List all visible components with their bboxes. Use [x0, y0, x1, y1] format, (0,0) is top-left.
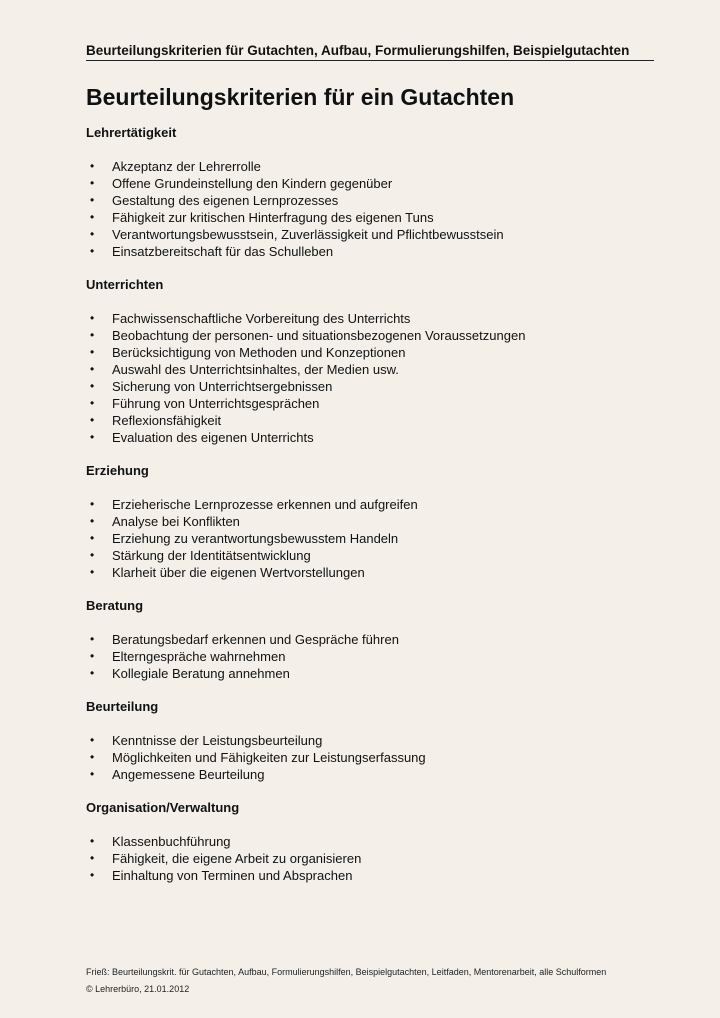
bullet-icon: •	[90, 851, 95, 865]
criteria-section	[86, 597, 666, 682]
criteria-section	[86, 124, 666, 260]
bullet-list	[86, 732, 666, 783]
list-item-text: Möglichkeiten und Fähigkeiten zur Leistungserfassung	[112, 750, 426, 765]
list-item	[86, 513, 666, 530]
list-item	[86, 850, 666, 867]
section-heading: Beratung	[86, 598, 144, 613]
bullet-icon: •	[90, 868, 95, 882]
list-item	[86, 192, 666, 209]
list-item-text: Offene Grundeinstellung den Kindern gegenüber	[112, 176, 393, 191]
bullet-list	[86, 496, 666, 581]
list-item	[86, 226, 666, 243]
list-item	[86, 158, 666, 175]
bullet-icon: •	[90, 733, 95, 747]
bullet-icon: •	[90, 565, 95, 579]
list-item	[86, 243, 666, 260]
list-item	[86, 648, 666, 665]
document-title: Beurteilungskriterien für ein Gutachten	[86, 84, 515, 110]
bullet-icon: •	[90, 497, 95, 511]
bullet-icon: •	[90, 227, 95, 241]
bullet-icon: •	[90, 767, 95, 781]
bullet-list	[86, 158, 666, 260]
list-item	[86, 631, 666, 648]
section-heading: Beurteilung	[86, 699, 159, 714]
bullet-icon: •	[90, 430, 95, 444]
criteria-section	[86, 276, 666, 446]
list-item	[86, 412, 666, 429]
list-item-text: Einhaltung von Terminen und Absprachen	[112, 868, 353, 883]
section-heading: Lehrertätigkeit	[86, 125, 177, 140]
list-item-text: Beratungsbedarf erkennen und Gespräche führen	[112, 632, 399, 647]
list-item-text: Kollegiale Beratung annehmen	[112, 666, 290, 681]
list-item-text: Analyse bei Konflikten	[112, 514, 240, 529]
bullet-icon: •	[90, 210, 95, 224]
criteria-content	[86, 124, 666, 900]
bullet-list	[86, 310, 666, 446]
list-item-text: Einsatzbereitschaft für das Schulleben	[112, 244, 334, 259]
list-item-text: Fähigkeit zur kritischen Hinterfragung des eigenen Tuns	[112, 210, 434, 225]
list-item-text: Sicherung von Unterrichtsergebnissen	[112, 379, 333, 394]
bullet-icon: •	[90, 345, 95, 359]
bullet-icon: •	[90, 311, 95, 325]
list-item	[86, 327, 666, 344]
list-item	[86, 361, 666, 378]
bullet-icon: •	[90, 666, 95, 680]
list-item	[86, 344, 666, 361]
bullet-icon: •	[90, 176, 95, 190]
list-item	[86, 209, 666, 226]
bullet-icon: •	[90, 632, 95, 646]
bullet-icon: •	[90, 649, 95, 663]
running-header: Beurteilungskriterien für Gutachten, Aufbau, Formulierungshilfen, Beispielgutachten	[86, 43, 654, 61]
list-item	[86, 833, 666, 850]
bullet-icon: •	[90, 396, 95, 410]
list-item-text: Auswahl des Unterrichtsinhaltes, der Medien usw.	[112, 362, 399, 377]
list-item-text: Akzeptanz der Lehrerrolle	[112, 159, 261, 174]
footer-copyright-line: © Lehrerbüro, 21.01.2012	[86, 984, 190, 994]
list-item	[86, 496, 666, 513]
list-item	[86, 429, 666, 446]
list-item-text: Reflexionsfähigkeit	[112, 413, 222, 428]
list-item-text: Angemessene Beurteilung	[112, 767, 265, 782]
bullet-icon: •	[90, 413, 95, 427]
list-item-text: Klassenbuchführung	[112, 834, 231, 849]
list-item	[86, 378, 666, 395]
list-item	[86, 530, 666, 547]
bullet-list	[86, 833, 666, 884]
list-item	[86, 749, 666, 766]
list-item-text: Erzieherische Lernprozesse erkennen und aufgreifen	[112, 497, 418, 512]
list-item	[86, 665, 666, 682]
footer-source-line: Frieß: Beurteilungskrit. für Gutachten, Aufbau, Formulierungshilfen, Beispielgutachten, Leitfaden, Mentorenarbeit, alle Schulformen	[86, 967, 607, 977]
bullet-icon: •	[90, 514, 95, 528]
section-heading: Organisation/Verwaltung	[86, 800, 240, 815]
list-item-text: Stärkung der Identitätsentwicklung	[112, 548, 311, 563]
list-item-text: Beobachtung der personen- und situationsbezogenen Voraussetzungen	[112, 328, 526, 343]
list-item-text: Verantwortungsbewusstsein, Zuverlässigkeit und Pflichtbewusstsein	[112, 227, 504, 242]
page-footer	[86, 964, 606, 998]
bullet-icon: •	[90, 362, 95, 376]
list-item	[86, 732, 666, 749]
bullet-icon: •	[90, 328, 95, 342]
criteria-section	[86, 799, 666, 884]
criteria-section	[86, 698, 666, 783]
bullet-icon: •	[90, 750, 95, 764]
list-item-text: Klarheit über die eigenen Wertvorstellungen	[112, 565, 365, 580]
bullet-icon: •	[90, 379, 95, 393]
list-item	[86, 766, 666, 783]
list-item-text: Fachwissenschaftliche Vorbereitung des Unterrichts	[112, 311, 411, 326]
list-item-text: Führung von Unterrichtsgesprächen	[112, 396, 320, 411]
list-item-text: Kenntnisse der Leistungsbeurteilung	[112, 733, 323, 748]
bullet-list	[86, 631, 666, 682]
list-item-text: Fähigkeit, die eigene Arbeit zu organisieren	[112, 851, 362, 866]
bullet-icon: •	[90, 244, 95, 258]
list-item-text: Erziehung zu verantwortungsbewusstem Handeln	[112, 531, 399, 546]
list-item-text: Evaluation des eigenen Unterrichts	[112, 430, 314, 445]
bullet-icon: •	[90, 531, 95, 545]
list-item	[86, 395, 666, 412]
list-item-text: Elterngespräche wahrnehmen	[112, 649, 286, 664]
list-item	[86, 564, 666, 581]
bullet-icon: •	[90, 193, 95, 207]
list-item	[86, 867, 666, 884]
list-item	[86, 175, 666, 192]
list-item-text: Gestaltung des eigenen Lernprozesses	[112, 193, 339, 208]
section-heading: Unterrichten	[86, 277, 164, 292]
bullet-icon: •	[90, 834, 95, 848]
list-item-text: Berücksichtigung von Methoden und Konzeptionen	[112, 345, 406, 360]
criteria-section	[86, 462, 666, 581]
bullet-icon: •	[90, 548, 95, 562]
bullet-icon: •	[90, 159, 95, 173]
list-item	[86, 310, 666, 327]
list-item	[86, 547, 666, 564]
section-heading: Erziehung	[86, 463, 149, 478]
